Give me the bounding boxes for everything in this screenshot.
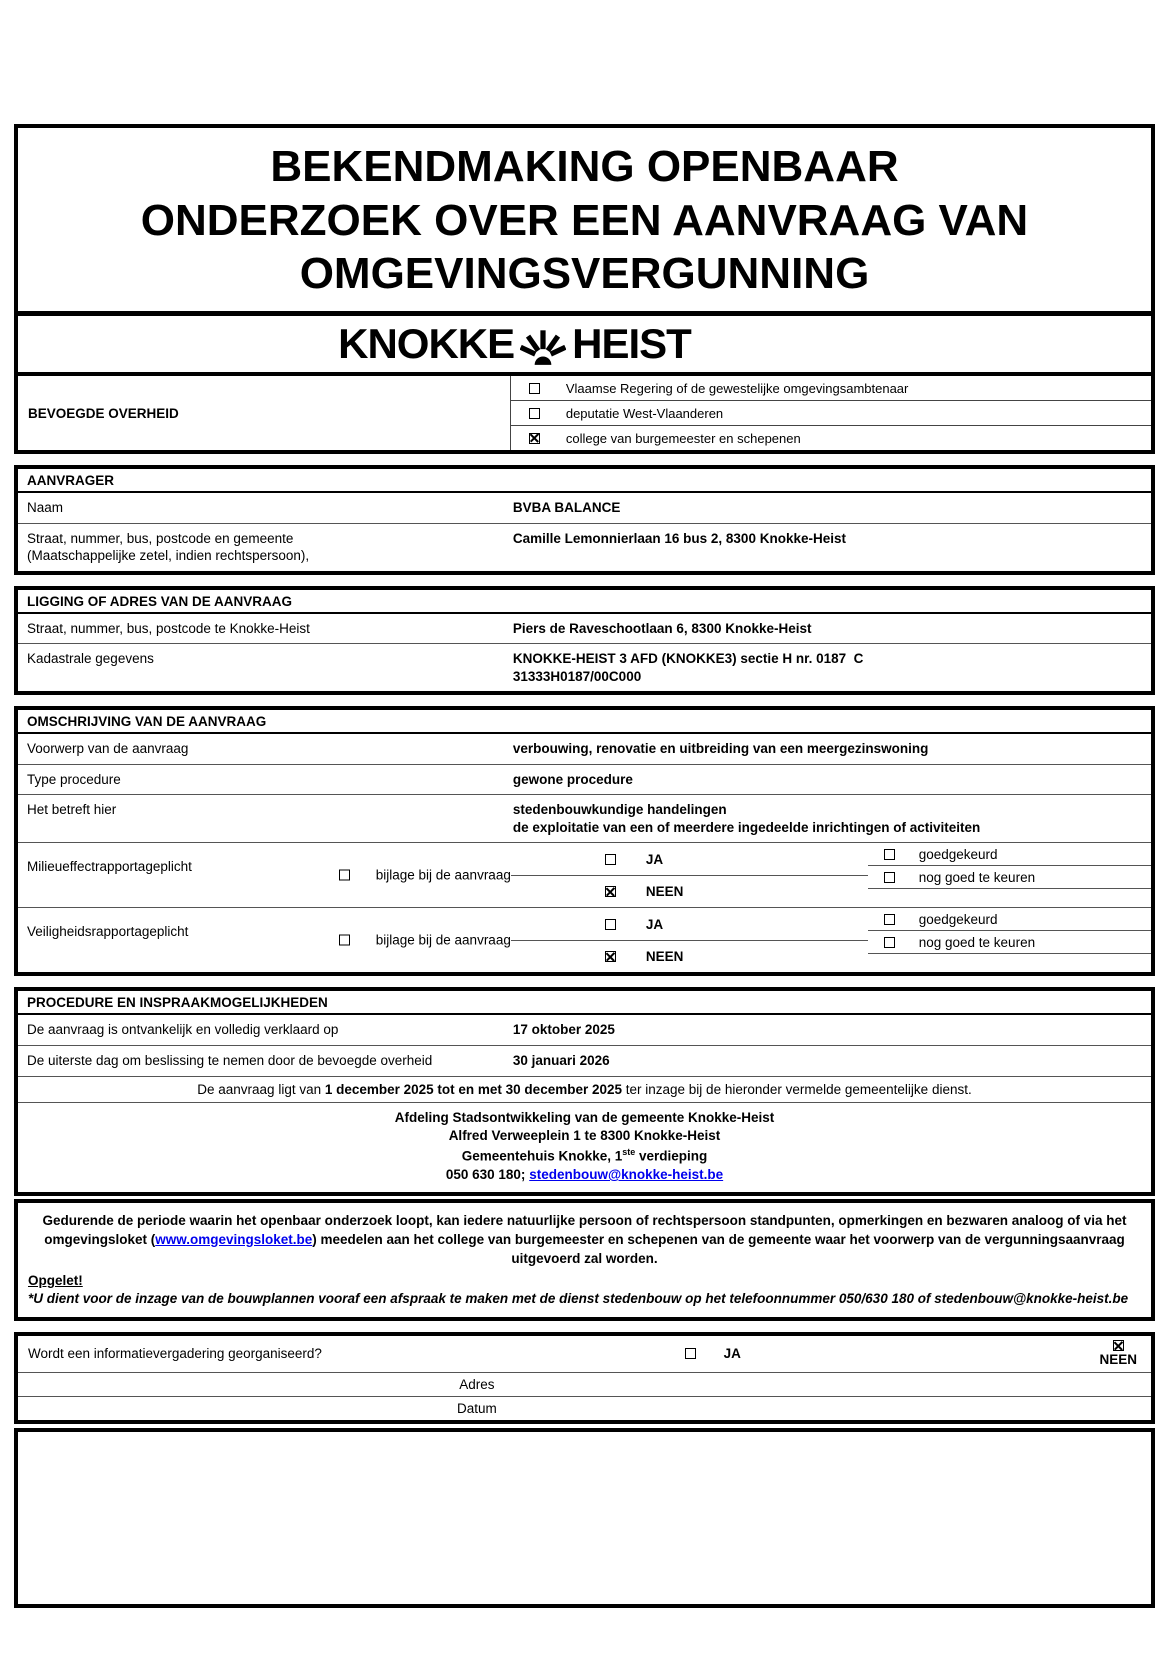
omschrijving-section <box>14 706 1155 976</box>
ligging-straat-row <box>18 614 1151 645</box>
infovergadering-row <box>18 1336 1151 1373</box>
veiligheid-bijlage-label: bijlage bij de aanvraag <box>375 932 511 948</box>
veiligheid-rapportage-row <box>18 908 1151 972</box>
naam-label: Naam <box>27 500 64 516</box>
ontvankelijk-value: 17 oktober 2025 <box>512 1022 615 1038</box>
veiligheid-nog-goed-te-keuren <box>868 931 1151 954</box>
milieu-rapportage-row <box>18 843 1151 908</box>
type-procedure-value: gewone procedure <box>512 771 633 787</box>
voorwerp-value: verbouwing, renovatie en uitbreiding van een meergezinswoning <box>512 741 929 757</box>
kadaster-row <box>18 644 1151 691</box>
aanvrager-header: AANVRAGER <box>18 469 1151 493</box>
veiligheid-label: Veiligheidsrapportageplicht <box>27 924 189 940</box>
stedenbouw-email-link[interactable]: stedenbouw@knokke-heist.be <box>529 1166 724 1182</box>
infovergadering-neen-label: NEEN <box>1099 1352 1137 1368</box>
betreft-value: stedenbouwkundige handelingen de exploitatie van een of meerdere ingedeelde inrichtingen of activiteiten <box>512 802 981 835</box>
kadaster-label: Kadastrale gegevens <box>27 651 154 667</box>
option-college-label: college van burgemeester en schepenen <box>565 430 801 446</box>
omgevingsloket-link[interactable]: www.omgevingsloket.be <box>155 1231 313 1247</box>
checkbox-veiligheid-ja[interactable] <box>605 919 616 930</box>
empty-remarks-box <box>14 1428 1155 1608</box>
option-deputatie <box>511 400 1151 425</box>
logo-text-knokke: KNOKKE <box>338 320 515 368</box>
bevoegde-overheid-label: BEVOEGDE OVERHEID <box>18 376 511 450</box>
veiligheid-nog-label: nog goed te keuren <box>918 934 1036 950</box>
dienst-locatie: Gemeentehuis Knokke, 1ste verdieping <box>461 1146 708 1164</box>
milieu-label: Milieueffectrapportageplicht <box>27 859 192 875</box>
datum-row <box>18 1397 1151 1420</box>
infovergadering-question: Wordt een informatievergadering georganiseerd? <box>28 1346 322 1362</box>
checkbox-vlaamse-regering[interactable] <box>529 383 540 394</box>
dienst-naam: Afdeling Stadsontwikkeling van de gemeente Knokke-Heist <box>394 1109 775 1125</box>
aanvrager-adres-value: Camille Lemonnierlaan 16 bus 2, 8300 Knokke-Heist <box>512 530 846 546</box>
bevoegde-overheid-row <box>18 376 1151 450</box>
inspraak-paragraph: Gedurende de periode waarin het openbaar onderzoek loopt, kan iedere natuurlijke persoon of rechtspersoon standpunten, opmerkingen en bezwaren analoog of via het omgevingsloket (www.omgevingsloket.be) meedelen aan het college van burgemeester en schepenen van de gemeente waar het voorwerp van de vergunningsaanvraag uitgevoerd zal worden. <box>42 1212 1127 1266</box>
aanvrager-adres-label: Straat, nummer, bus, postcode en gemeente (Maatschappelijke zetel, indien rechtspersoon), <box>27 530 310 564</box>
checkbox-infovergadering-neen[interactable] <box>1113 1340 1124 1351</box>
inzage-row: De aanvraag ligt van 1 december 2025 tot en met 30 december 2025 ter inzage bij de hieronder vermelde gemeentelijke dienst. <box>18 1077 1151 1103</box>
infovergadering-neen <box>1099 1340 1141 1367</box>
kadaster-value: KNOKKE-HEIST 3 AFD (KNOKKE3) sectie H nr. 0187 C 31333H0187/00C000 <box>512 651 864 684</box>
uiterste-dag-label: De uiterste dag om beslissing te nemen door de bevoegde overheid <box>27 1053 433 1069</box>
dienst-adres: Alfred Verweeplein 1 te 8300 Knokke-Heist <box>448 1128 721 1144</box>
aanvrager-section <box>14 465 1155 575</box>
betreft-label: Het betreft hier <box>27 802 117 818</box>
form-title-line2: ONDERZOEK OVER EEN AANVRAAG VAN <box>140 195 1029 245</box>
milieu-neen <box>511 876 868 908</box>
naam-value: BVBA BALANCE <box>512 500 621 516</box>
milieu-bijlage-label: bijlage bij de aanvraag <box>375 867 511 883</box>
option-vlaamse-regering <box>511 376 1151 400</box>
municipality-logo <box>18 316 1151 376</box>
form-title-line1: BEKENDMAKING OPENBAAR <box>270 142 899 191</box>
checkbox-milieu-nog[interactable] <box>884 872 895 883</box>
form <box>14 124 1155 1619</box>
procedure-section <box>14 987 1155 1195</box>
veiligheid-neen-label: NEEN <box>645 949 684 965</box>
voorwerp-row <box>18 734 1151 765</box>
checkbox-milieu-goedgekeurd[interactable] <box>884 849 895 860</box>
infovergadering-section <box>14 1332 1155 1424</box>
checkbox-milieu-ja[interactable] <box>605 854 616 865</box>
checkbox-infovergadering-ja[interactable] <box>685 1348 696 1359</box>
infovergadering-ja-label: JA <box>723 1346 741 1362</box>
ligging-straat-value: Piers de Raveschootlaan 6, 8300 Knokke-Heist <box>512 620 812 636</box>
option-college <box>511 425 1151 450</box>
aanvrager-adres-row <box>18 524 1151 571</box>
type-procedure-row <box>18 765 1151 796</box>
milieu-nog-label: nog goed te keuren <box>918 869 1036 885</box>
milieu-goedgekeurd-label: goedgekeurd <box>918 846 998 862</box>
type-procedure-label: Type procedure <box>27 771 121 787</box>
milieu-nog-goed-te-keuren <box>868 866 1151 889</box>
milieu-ja <box>511 843 868 876</box>
datum-label: Datum <box>456 1400 497 1416</box>
checkbox-veiligheid-nog[interactable] <box>884 937 895 948</box>
veiligheid-ja <box>511 908 868 941</box>
adres-label: Adres <box>459 1376 495 1392</box>
veiligheid-goedgekeurd-label: goedgekeurd <box>918 911 998 927</box>
veiligheid-goedgekeurd <box>868 908 1151 931</box>
knokke-heist-seagull-icon <box>520 326 566 366</box>
checkbox-milieu-bijlage[interactable] <box>339 870 350 881</box>
form-title <box>18 128 1151 316</box>
opgelet-label: Opgelet! <box>28 1273 83 1289</box>
header-section <box>14 124 1155 454</box>
voorwerp-label: Voorwerp van de aanvraag <box>27 741 189 757</box>
betreft-row <box>18 795 1151 843</box>
checkbox-milieu-neen[interactable] <box>605 886 616 897</box>
ontvankelijk-row <box>18 1015 1151 1046</box>
infovergadering-ja <box>685 1346 741 1361</box>
form-title-line3: OMGEVINGSVERGUNNING <box>299 249 870 299</box>
uiterste-dag-row <box>18 1046 1151 1077</box>
ligging-straat-label: Straat, nummer, bus, postcode te Knokke-Heist <box>27 620 310 636</box>
omschrijving-header: OMSCHRIJVING VAN DE AANVRAAG <box>18 710 1151 734</box>
gemeentelijke-dienst-block <box>18 1103 1151 1192</box>
checkbox-deputatie[interactable] <box>529 408 540 419</box>
option-deputatie-label: deputatie West-Vlaanderen <box>565 405 724 421</box>
inspraak-section <box>14 1199 1155 1321</box>
milieu-bijlage <box>339 868 511 883</box>
checkbox-college[interactable] <box>529 433 540 444</box>
ontvankelijk-label: De aanvraag is ontvankelijk en volledig verklaard op <box>27 1022 339 1038</box>
adres-row <box>18 1373 1151 1397</box>
checkbox-veiligheid-bijlage[interactable] <box>339 935 350 946</box>
dienst-contact: 050 630 180; stedenbouw@knokke-heist.be <box>445 1166 724 1182</box>
inzage-period: 1 december 2025 tot en met 30 december 2025 <box>324 1081 623 1097</box>
milieu-ja-label: JA <box>645 851 664 867</box>
veiligheid-neen <box>511 941 868 973</box>
ligging-header: LIGGING OF ADRES VAN DE AANVRAAG <box>18 590 1151 614</box>
naam-row <box>18 493 1151 524</box>
milieu-goedgekeurd <box>868 843 1151 866</box>
option-vlaamse-regering-label: Vlaamse Regering of de gewestelijke omgevingsambtenaar <box>565 380 909 396</box>
logo-text-heist: HEIST <box>572 320 691 368</box>
checkbox-veiligheid-goedgekeurd[interactable] <box>884 914 895 925</box>
veiligheid-ja-label: JA <box>645 916 664 932</box>
milieu-neen-label: NEEN <box>645 884 684 900</box>
checkbox-veiligheid-neen[interactable] <box>605 951 616 962</box>
veiligheid-bijlage <box>339 933 511 948</box>
ligging-section <box>14 586 1155 696</box>
uiterste-dag-value: 30 januari 2026 <box>512 1053 610 1069</box>
afspraak-note: *U dient voor de inzage van de bouwplannen vooraf een afspraak te maken met de dienst stedenbouw op het telefoonnummer 050/630 180 of stedenbouw@knokke-heist.be <box>28 1291 1129 1307</box>
procedure-header: PROCEDURE EN INSPRAAKMOGELIJKHEDEN <box>18 991 1151 1015</box>
